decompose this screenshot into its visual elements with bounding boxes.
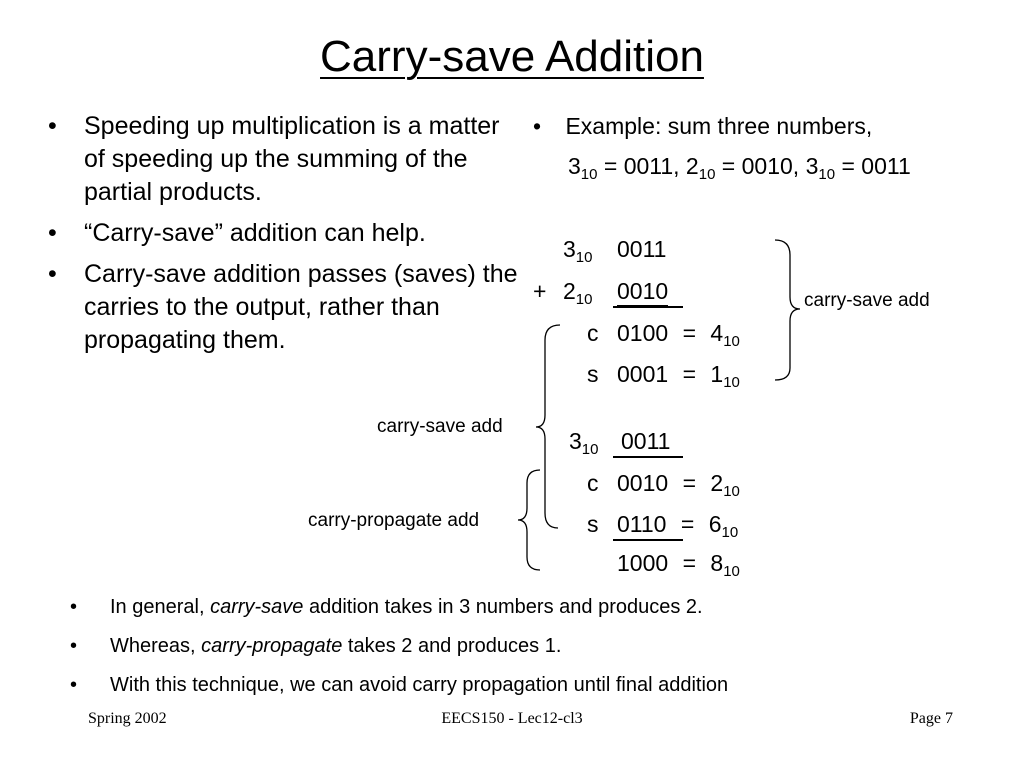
sum-label: s <box>587 361 599 387</box>
bullet-emphasis: carry-propagate <box>201 635 343 657</box>
bullet-icon: • <box>70 674 78 696</box>
final-bits: 1000 <box>617 550 669 576</box>
bullet-text: addition takes in 3 numbers and produces 2. <box>303 596 703 618</box>
example-sub-1: 10 <box>580 166 598 183</box>
equals-sign: = <box>682 470 696 496</box>
left-curly-brace-upper-icon <box>536 325 560 528</box>
result-number: 6 <box>708 511 722 537</box>
result-number: 2 <box>710 470 724 496</box>
example-num-3: = 0010, 3 <box>715 153 819 179</box>
carry-label: c <box>587 320 599 346</box>
equals-sign: = <box>682 361 696 387</box>
base-subscript: 10 <box>723 563 740 580</box>
base-subscript: 10 <box>723 483 740 500</box>
example-sub-3: 10 <box>818 166 836 183</box>
footer-page-number: Page 7 <box>909 710 953 727</box>
base-subscript: 10 <box>581 441 599 458</box>
bullet-icon: • <box>533 113 542 139</box>
example-num-2: = 0011, 2 <box>597 153 699 179</box>
operand-bits: 0011 <box>621 428 671 454</box>
left-bullet-text: “Carry-save” addition can help. <box>84 219 426 247</box>
brace-label-left-lower: carry-propagate add <box>308 510 480 531</box>
right-curly-brace-icon <box>775 240 800 380</box>
sum-bits: 0110 <box>617 511 667 537</box>
bullet-icon: • <box>48 260 57 288</box>
operand-number: 3 <box>563 236 576 262</box>
bullet-text: With this technique, we can avoid carry propagation until final addition <box>110 674 729 696</box>
equals-sign: = <box>680 511 695 537</box>
operand-bits: 0010 <box>617 278 668 307</box>
plus-sign: + <box>533 278 547 304</box>
bullet-text: takes 2 and produces 1. <box>342 635 562 657</box>
bullet-icon: • <box>48 112 57 140</box>
bullet-text: In general, <box>110 596 211 618</box>
footer-center: EECS150 - Lec12-cl3 <box>441 710 583 727</box>
brace-label-left-upper: carry-save add <box>377 416 503 437</box>
left-bullet-text: Carry-save addition passes (saves) the carries to the output, rather than propagating them. <box>84 260 518 354</box>
bottom-bullet-3 <box>70 672 728 698</box>
operand-number: 2 <box>563 278 576 304</box>
bottom-bullet-list <box>70 594 728 711</box>
brace-label-right: carry-save add <box>804 290 930 311</box>
result-number: 8 <box>710 550 724 576</box>
equals-sign: = <box>682 320 696 346</box>
example-line-1: Example: sum three numbers, <box>565 113 873 139</box>
example-num-1: 3 <box>568 153 581 179</box>
bullet-text: Whereas, <box>110 635 202 657</box>
sum-bits: 0001 <box>617 361 669 387</box>
result-number: 1 <box>710 361 724 387</box>
base-subscript: 10 <box>575 249 593 266</box>
bullet-icon: • <box>70 635 78 657</box>
result-number: 4 <box>710 320 724 346</box>
carry-bits: 0100 <box>617 320 669 346</box>
base-subscript: 10 <box>721 524 739 541</box>
base-subscript: 10 <box>723 333 740 350</box>
left-curly-brace-lower-icon <box>518 470 540 570</box>
carry-label: c <box>587 470 599 496</box>
bullet-emphasis: carry-save <box>210 596 304 618</box>
slide-title-text: Carry-save Addition <box>320 32 704 81</box>
left-bullet-text: Speeding up multiplication is a matter of speeding up the summing of the partial products. <box>84 112 500 206</box>
equals-sign: = <box>682 550 696 576</box>
bullet-icon: • <box>70 596 78 618</box>
operand-number: 3 <box>569 428 582 454</box>
base-subscript: 10 <box>575 291 593 308</box>
footer-left: Spring 2002 <box>88 710 167 727</box>
operand-bits: 0011 <box>617 236 667 262</box>
carry-bits: 0010 <box>617 470 669 496</box>
example-num-4: = 0011 <box>835 153 911 179</box>
sum-label: s <box>587 511 599 537</box>
bottom-bullet-2 <box>70 633 728 659</box>
example-sub-2: 10 <box>698 166 716 183</box>
base-subscript: 10 <box>723 374 740 391</box>
bottom-bullet-1 <box>70 594 728 620</box>
bullet-icon: • <box>48 219 57 247</box>
